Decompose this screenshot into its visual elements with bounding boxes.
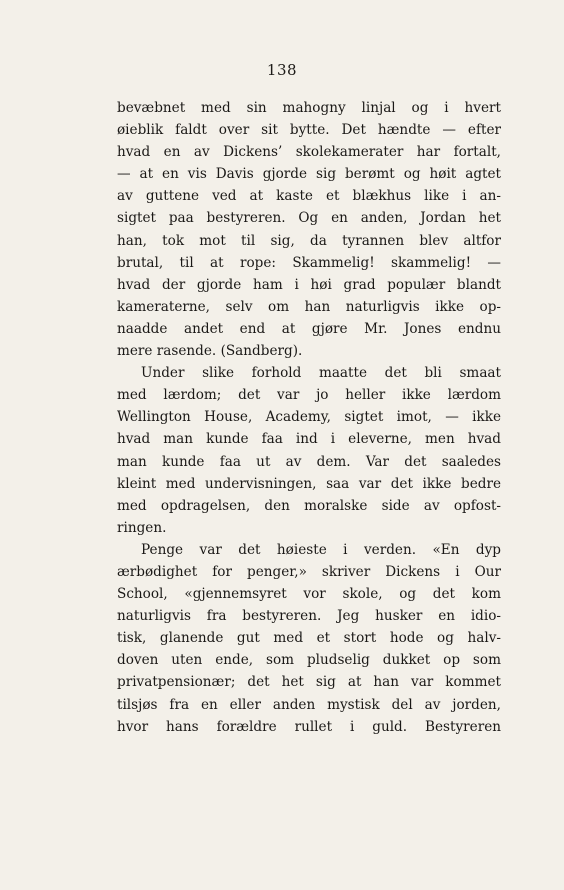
text-line: han, tok mot til sig, da tyrannen blev altfor bbox=[117, 232, 501, 249]
text-line: Wellington House, Academy, sigtet imot, — ikke bbox=[117, 409, 501, 426]
text-line: doven uten ende, som pludselig dukket op som bbox=[117, 652, 501, 669]
text-line: ringen. bbox=[117, 519, 167, 536]
text-line: man kunde faa ut av dem. Var det saaledes bbox=[117, 453, 501, 470]
text-line: bevæbnet med sin mahogny linjal og i hvert bbox=[117, 100, 501, 116]
text-line: hvad en av Dickens’ skolekamerater har fortalt, bbox=[117, 144, 501, 161]
text-line: ærbødighet for penger,» skriver Dickens i Our bbox=[117, 563, 501, 580]
text-line: tilsjøs fra en eller anden mystisk del av jorden, bbox=[117, 696, 501, 713]
text-line: med lærdom; det var jo heller ikke lærdom bbox=[117, 387, 501, 404]
text-line: tisk, glanende gut med et stort hode og halv- bbox=[117, 630, 501, 647]
text-line: mere rasende. (Sandberg). bbox=[117, 343, 303, 360]
text-line: — at en vis Davis gjorde sig berømt og høit agtet bbox=[117, 166, 501, 183]
text-line: kleint med undervisningen, saa var det ikke bedre bbox=[117, 475, 501, 492]
text-line: av guttene ved at kaste et blækhus like i an- bbox=[117, 188, 501, 205]
text-line: kameraterne, selv om han naturligvis ikke op- bbox=[117, 298, 501, 315]
text-line: hvor hans forældre rullet i guld. Bestyreren bbox=[117, 718, 501, 735]
text-line: School, «gjennemsyret vor skole, og det kom bbox=[117, 586, 501, 603]
text-line: øieblik faldt over sit bytte. Det hændte — efter bbox=[117, 122, 501, 139]
text-line: naturligvis fra bestyreren. Jeg husker en idio- bbox=[117, 608, 501, 625]
text-line: privatpensionær; det het sig at han var kommet bbox=[117, 674, 501, 691]
body-text bbox=[117, 97, 501, 738]
text-line: sigtet paa bestyreren. Og en anden, Jordan het bbox=[117, 210, 501, 227]
text-line: med opdragelsen, den moralske side av opfost- bbox=[117, 497, 501, 514]
text-line: Under slike forhold maatte det bli smaat bbox=[141, 365, 501, 382]
text-line: Penge var det høieste i verden. «En dyp bbox=[141, 541, 501, 558]
text-line: hvad der gjorde ham i høi grad populær blandt bbox=[117, 276, 501, 293]
text-line: naadde andet end at gjøre Mr. Jones endnu bbox=[117, 320, 501, 337]
page-number: 138 bbox=[266, 61, 298, 79]
text-line: brutal, til at rope: Skammelig! skammelig! — bbox=[117, 254, 501, 271]
text-line: hvad man kunde faa ind i eleverne, men hvad bbox=[117, 431, 501, 448]
